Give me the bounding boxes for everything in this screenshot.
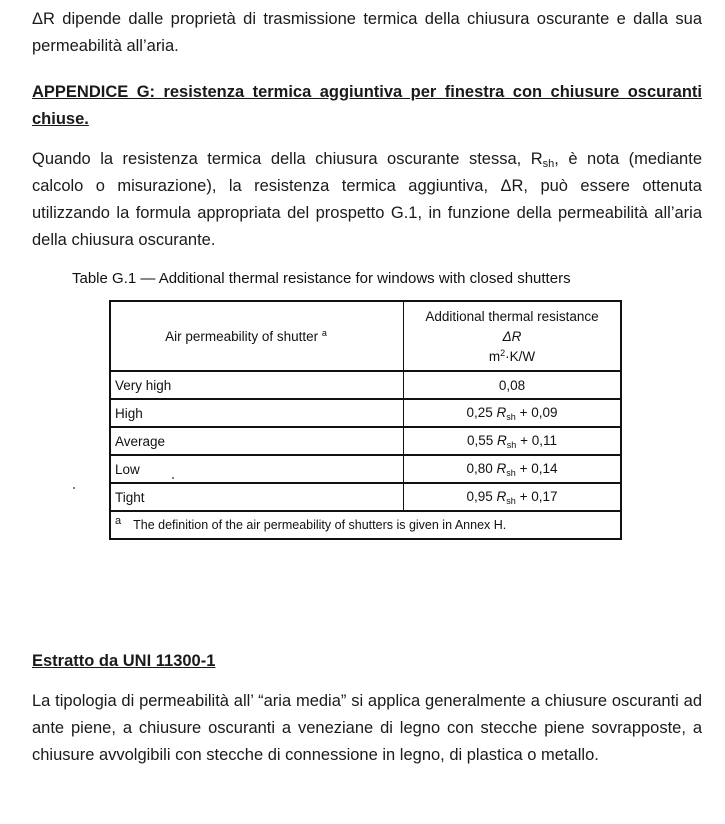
table-row xyxy=(110,455,621,483)
r-subscript: sh xyxy=(506,467,516,478)
table-footnote-row xyxy=(110,511,621,539)
header-unit-base: m xyxy=(488,348,501,364)
table-g1 xyxy=(109,300,622,540)
appendix-g-paragraph-rest: , è nota (mediante calcolo o misurazione), la resistenza termica aggiuntiva, ΔR, può essere ottenuta utilizzando la formula appropriata del prospetto G.1, in funzione della permeabilità all’aria della chiusura oscurante. xyxy=(32,150,702,249)
header-additional-resistance-label: Additional thermal resistance xyxy=(425,308,599,324)
constant: 0,17 xyxy=(531,488,558,504)
constant: 0,08 xyxy=(498,377,526,393)
coefficient: 0,55 xyxy=(466,432,494,448)
r-symbol: R xyxy=(496,460,507,476)
permeability-cell: High xyxy=(110,399,404,427)
r-subscript: sh xyxy=(506,411,516,422)
header-unit xyxy=(408,345,616,365)
plus-sign: + xyxy=(519,460,528,476)
coefficient: 0,95 xyxy=(466,488,493,504)
r-subscript: sh xyxy=(506,495,516,506)
plus-sign: + xyxy=(519,488,528,504)
resistance-cell xyxy=(404,399,622,427)
header-additional-resistance xyxy=(404,301,622,371)
table-row xyxy=(110,427,621,455)
plus-sign: + xyxy=(520,432,528,448)
permeability-cell: Very high xyxy=(110,371,404,399)
plus-sign: + xyxy=(519,404,528,420)
constant: 0,11 xyxy=(531,432,557,448)
appendix-g-heading: APPENDICE G: resistenza termica aggiuntiva per finestra con chiusure oscuranti chiuse. xyxy=(32,83,702,128)
table-row xyxy=(110,399,621,427)
resistance-cell xyxy=(404,483,622,511)
permeability-cell: Low xyxy=(110,455,404,483)
r-symbol: R xyxy=(496,404,507,420)
r-subscript: sh xyxy=(506,439,517,450)
header-footnote-mark: a xyxy=(321,328,327,338)
table-header-row xyxy=(110,301,621,371)
table-row xyxy=(110,483,621,511)
table-row xyxy=(110,371,621,399)
scan-speck xyxy=(73,487,75,489)
header-delta-r-symbol: ΔR xyxy=(502,328,522,344)
table-caption: Table G.1 — Additional thermal resistance for windows with closed shutters xyxy=(72,270,571,287)
resistance-cell xyxy=(404,455,622,483)
appendix-g-paragraph-start: Quando la resistenza termica della chiusura oscurante stessa, R xyxy=(32,150,543,168)
r-symbol: R xyxy=(497,432,507,448)
uni-11300-paragraph: La tipologia di permeabilità all’ “aria media” si applica generalmente a chiusure oscuranti ad ante piene, a chiusure oscuranti a veneziane di legno con stecche piene sovrapposte, a chiusure avvolgibili con stecche di connessione in legno, di plastica o metallo. xyxy=(32,692,702,764)
footnote-text: The definition of the air permeability of shutters is given in Annex H. xyxy=(133,518,507,532)
header-air-permeability xyxy=(110,301,404,371)
scan-speck xyxy=(172,477,174,479)
header-unit-rest: ·K/W xyxy=(505,348,536,364)
footnote-mark: a xyxy=(115,515,122,527)
coefficient: 0,25 xyxy=(466,404,493,420)
constant: 0,14 xyxy=(531,460,558,476)
table-footnote xyxy=(110,511,621,539)
header-air-permeability-label: Air permeability of shutter xyxy=(165,329,319,344)
coefficient: 0,80 xyxy=(466,460,493,476)
resistance-cell xyxy=(404,427,622,455)
uni-11300-heading: Estratto da UNI 11300-1 xyxy=(32,652,216,670)
header-unit-exponent: 2 xyxy=(500,347,506,358)
r-symbol: R xyxy=(496,488,507,504)
constant: 0,09 xyxy=(531,404,558,420)
resistance-cell xyxy=(404,371,622,399)
intro-paragraph: ΔR dipende dalle proprietà di trasmissione termica della chiusura oscurante e dalla sua permeabilità all’aria. xyxy=(32,10,702,55)
appendix-g-paragraph xyxy=(32,146,702,254)
rsh-subscript: sh xyxy=(542,158,555,170)
permeability-cell: Average xyxy=(110,427,404,455)
permeability-cell: Tight xyxy=(110,483,404,511)
